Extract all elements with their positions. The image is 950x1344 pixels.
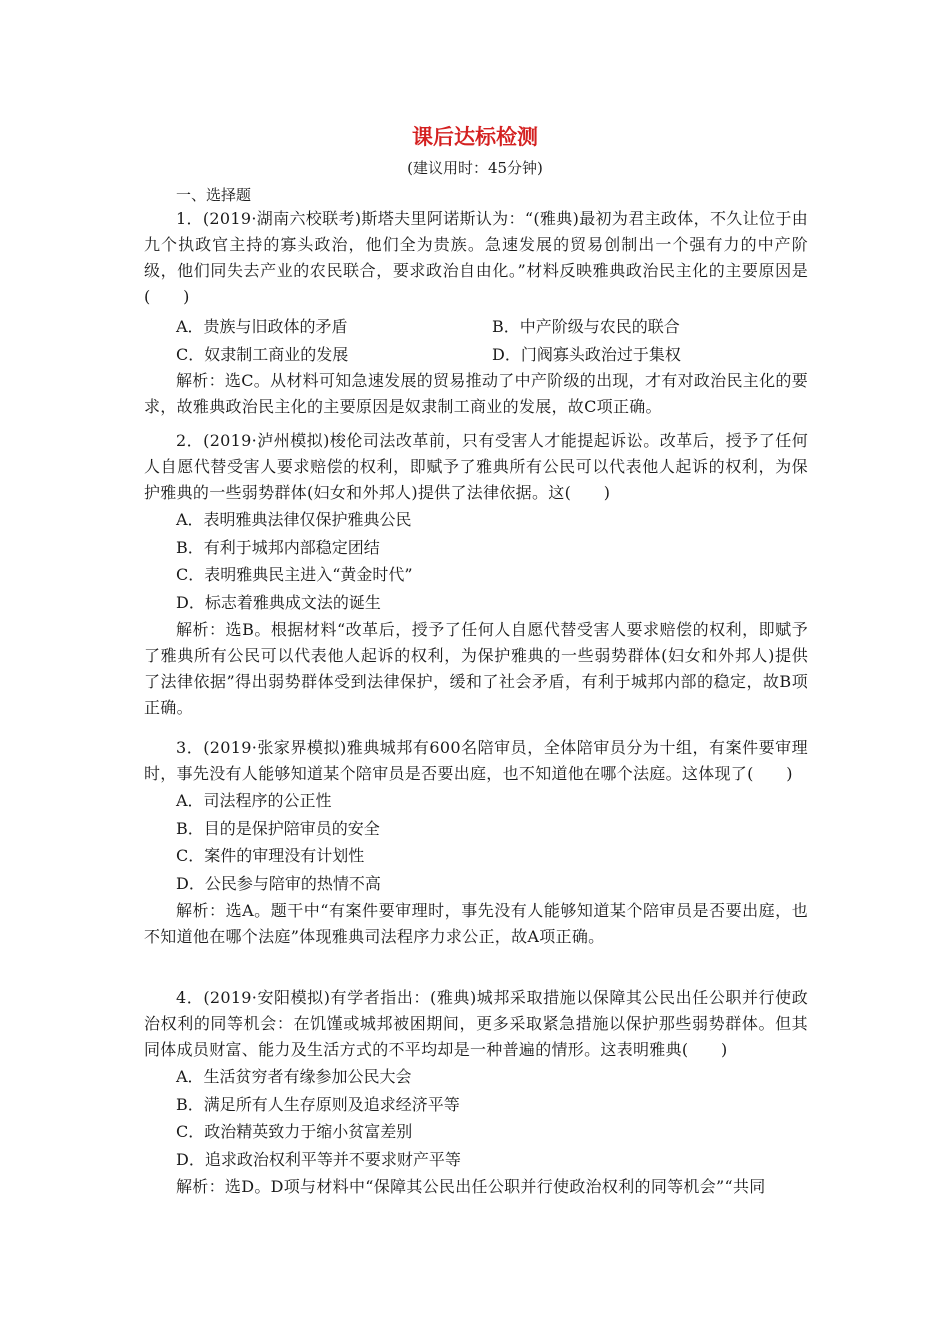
question-1 — [144, 206, 808, 420]
analysis: 解析：选A。题干中“有案件要审理时，事先没有人能够知道某个陪审员是否要出庭，也不知道他在哪个法庭”体现雅典司法程序力求公正，故A项正确。 — [144, 900, 808, 946]
option-d: D．标志着雅典成文法的诞生 — [176, 593, 381, 613]
question-3 — [144, 735, 808, 950]
option-c: C．奴隶制工商业的发展 — [176, 344, 349, 364]
option-a: A．贵族与旧政体的矛盾 — [176, 317, 348, 336]
question-stem: 1．(2019·湖南六校联考)斯塔夫里阿诺斯认为：“(雅典)最初为君主政体，不久让位于由九个执政官主持的寡头政治，他们全为贵族。急速发展的贸易创制出一个强有力的中产阶级，他们同失去产业的农民联合，要求政治自由化。”材料反映雅典政治民主化的主要原因是( ) — [144, 209, 808, 306]
option-a: A．司法程序的公正性 — [176, 791, 332, 810]
question-stem: 4．(2019·安阳模拟)有学者指出：(雅典)城邦采取措施以保障其公民出任公职并行使政治权利的同等机会：在饥馑或城邦被困期间，更多采取紧急措施以保护那些弱势群体。但其同体成员财富、能力及生活方式的不平均却是一种普遍的情形。这表明雅典( ) — [144, 988, 808, 1059]
page-title: 课后达标检测 — [412, 124, 538, 149]
option-b: B．中产阶级与农民的联合 — [492, 317, 680, 336]
option-d: D．追求政治权利平等并不要求财产平等 — [176, 1150, 461, 1170]
option-d: D．公民参与陪审的热情不高 — [176, 874, 381, 894]
option-b: B．目的是保护陪审员的安全 — [176, 818, 380, 838]
question-stem: 2．(2019·泸州模拟)梭伦司法改革前，只有受害人才能提起诉讼。改革后，授予了任何人自愿代替受害人要求赔偿的权利，即赋予了雅典所有公民可以代表他人起诉的权利，为保护雅典的一些弱势群体(妇女和外邦人)提供了法律依据。这( ) — [144, 431, 808, 502]
analysis: 解析：选D。D项与材料中“保障其公民出任公职并行使政治权利的同等机会”“共同 — [176, 1176, 766, 1196]
section-heading: 一、选择题 — [176, 186, 252, 204]
option-b: B．有利于城邦内部稳定团结 — [176, 537, 380, 557]
option-d: D．门阀寡头政治过于集权 — [492, 344, 681, 364]
option-row — [144, 341, 808, 369]
question-4 — [144, 985, 808, 1200]
analysis: 解析：选B。根据材料“改革后，授予了任何人自愿代替受害人要求赔偿的权利，即赋予了雅典所有公民可以代表他人起诉的权利，为保护雅典的一些弱势群体(妇女和外邦人)提供了法律依据”得出弱势群体受到法律保护，缓和了社会矛盾，有利于城邦内部的稳定，故B项正确。 — [144, 619, 808, 717]
option-b: B．满足所有人生存原则及追求经济平等 — [176, 1094, 460, 1114]
option-c: C．政治精英致力于缩小贫富差别 — [176, 1122, 413, 1142]
analysis: 解析：选C。从材料可知急速发展的贸易推动了中产阶级的出现，才有对政治民主化的要求，故雅典政治民主化的主要原因是奴隶制工商业的发展，故C项正确。 — [144, 371, 808, 417]
option-a: A．表明雅典法律仅保护雅典公民 — [176, 510, 412, 529]
option-c: C．案件的审理没有计划性 — [176, 846, 365, 866]
page-subtitle: (建议用时：45分钟) — [407, 159, 543, 177]
option-row — [144, 313, 808, 341]
question-stem: 3．(2019·张家界模拟)雅典城邦有600名陪审员，全体陪审员分为十组，有案件要审理时，事先没有人能够知道某个陪审员是否要出庭，也不知道他在哪个法庭。这体现了( ) — [144, 738, 808, 783]
question-2 — [144, 428, 808, 721]
option-a: A．生活贫穷者有缘参加公民大会 — [176, 1067, 412, 1086]
option-c: C．表明雅典民主进入“黄金时代” — [176, 565, 413, 585]
